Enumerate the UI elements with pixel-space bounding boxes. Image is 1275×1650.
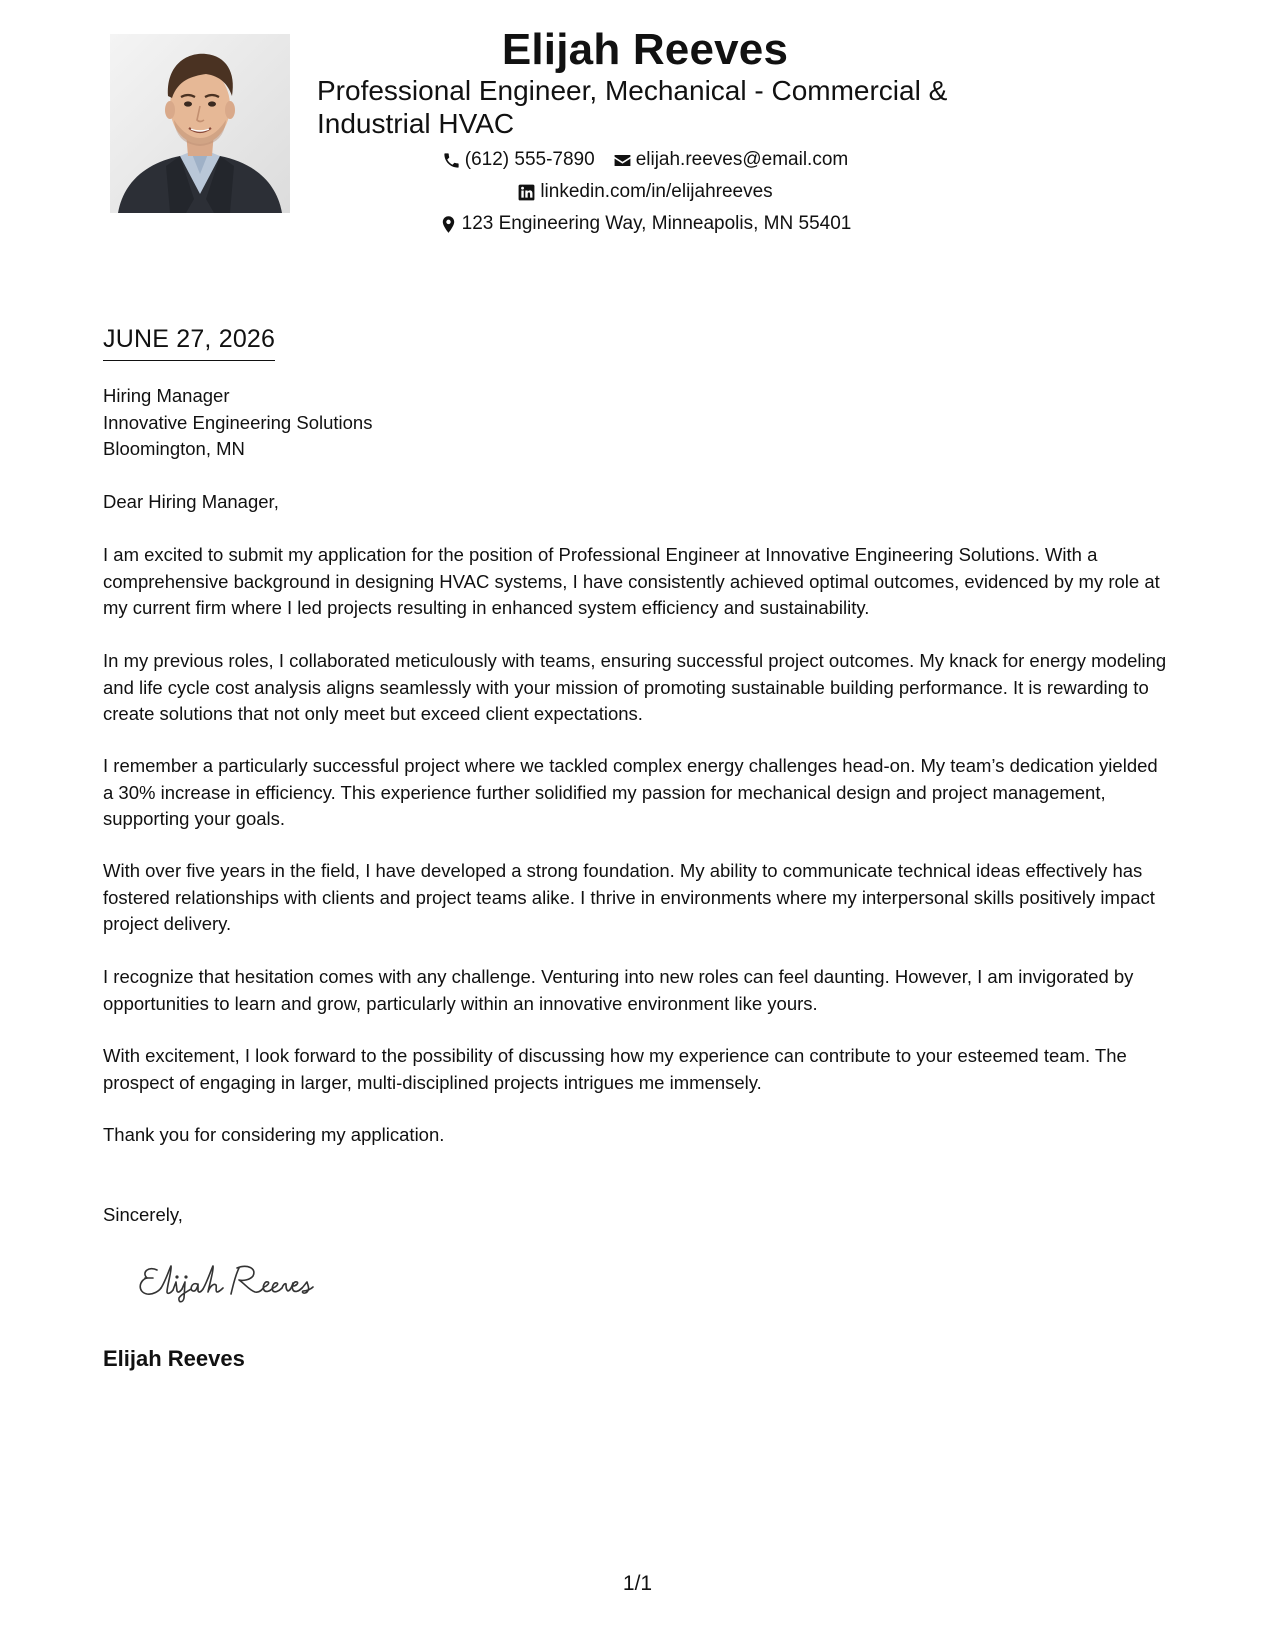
body-paragraph: I recognize that hesitation comes with any challenge. Venturing into new roles can feel daunting. However, I am invigorated by opportunities to learn and grow, particularly within an innovative environment like yours. [103, 966, 1134, 1014]
contact-row-3 [300, 212, 990, 236]
street-address: 123 Engineering Way, Minneapolis, MN 55401 [461, 213, 852, 234]
map-pin-icon [439, 215, 458, 234]
recipient-line: Bloomington, MN [103, 438, 245, 459]
recipient-line: Innovative Engineering Solutions [103, 411, 373, 433]
closing: Sincerely, [103, 1204, 183, 1225]
page-number: 1/1 [622, 1572, 653, 1595]
contact-phone [442, 148, 595, 172]
signer-name: Elijah Reeves [103, 1346, 245, 1371]
applicant-name: Elijah Reeves [501, 25, 789, 74]
handwritten-signature [135, 1256, 335, 1306]
contact-email [613, 148, 849, 172]
body-paragraph: I am excited to submit my application for the position of Professional Engineer at Innovative Engineering Solutions. With a comprehensive background in designing HVAC systems, I have consistently achieved optimal outcomes, evidenced by my role at my current firm where I led projects resulting in enhanced system efficiency and sustainability. [103, 544, 1160, 618]
email-address: elijah.reeves@email.com [635, 149, 849, 170]
body-paragraph: In my previous roles, I collaborated meticulously with teams, ensuring successful project outcomes. My knack for energy modeling and life cycle cost analysis aligns seamlessly with your mission of promoting sustainable building performance. It is rewarding to create solutions that not only meet but exceed client expectations. [103, 650, 1167, 724]
body-paragraph: With over five years in the field, I have developed a strong foundation. My ability to communicate technical ideas effectively has fostered relationships with clients and project teams alike. I thrive in environments where my interpersonal skills positively impact project delivery. [103, 860, 1155, 934]
recipient-block [103, 383, 372, 463]
phone-number: (612) 555-7890 [464, 149, 595, 170]
phone-icon [442, 151, 461, 170]
envelope-icon [613, 151, 632, 170]
profile-photo [110, 34, 290, 213]
body-paragraph: Thank you for considering my application. [103, 1124, 445, 1145]
contact-row-2 [300, 180, 990, 204]
salutation: Dear Hiring Manager, [103, 491, 279, 512]
recipient-line: Hiring Manager [103, 385, 230, 406]
contact-address [439, 212, 852, 236]
linkedin-url: linkedin.com/in/elijahreeves [540, 181, 773, 202]
body-paragraph: With excitement, I look forward to the possibility of discussing how my experience can contribute to your esteemed team. The prospect of engaging in larger, multi-disciplined projects intrigues me immensely. [103, 1045, 1127, 1093]
contact-row-1 [300, 148, 990, 172]
letter-date: JUNE 27, 2026 [103, 324, 275, 361]
job-title: Professional Engineer, Mechanical - Commercial & Industrial HVAC [317, 75, 948, 139]
contact-linkedin [517, 180, 772, 204]
linkedin-icon [517, 183, 536, 202]
body-paragraph: I remember a particularly successful project where we tackled complex energy challenges head-on. My team’s dedication yielded a 30% increase in efficiency. This experience further solidified my passion for mechanical design and project management, supporting your goals. [103, 755, 1158, 829]
